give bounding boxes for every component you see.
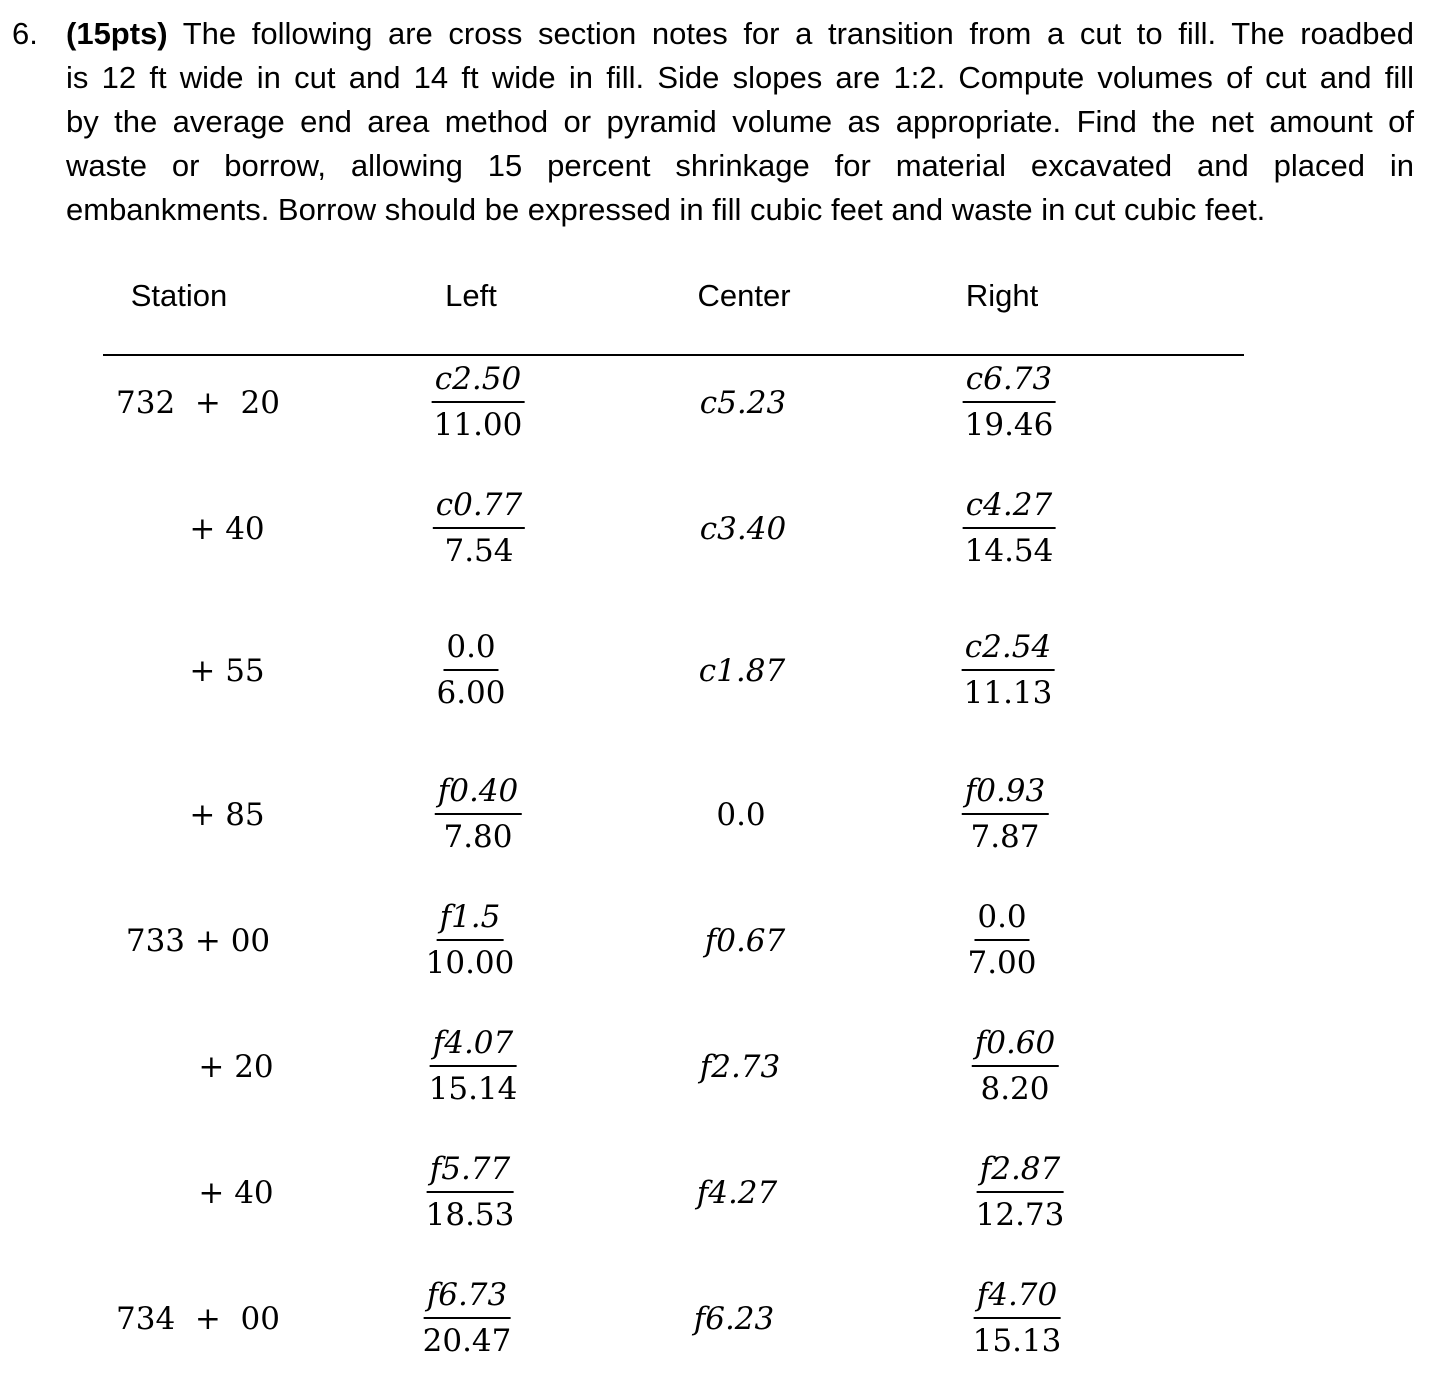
problem-points: (15pts): [66, 16, 168, 51]
right-cut-fill: f0.60: [972, 1025, 1059, 1067]
left-cut-fill: f5.77: [427, 1151, 514, 1193]
right-cut-fill: f4.70: [974, 1277, 1061, 1319]
left-distance: 15.14: [428, 1071, 518, 1107]
right-fraction: [973, 1151, 1068, 1233]
station-cell: + 40: [189, 511, 265, 547]
left-cut-fill: f6.73: [424, 1277, 511, 1319]
right-fraction: [962, 361, 1057, 443]
header-right: Right: [965, 278, 1039, 313]
right-distance: 15.13: [972, 1323, 1062, 1359]
station-cell: + 20: [198, 1049, 274, 1085]
left-fraction: [426, 1025, 521, 1107]
right-cut-fill: 0.0: [974, 899, 1029, 941]
left-distance: 11.00: [433, 407, 523, 443]
left-fraction: [431, 361, 526, 443]
center-value: f6.23: [693, 1301, 775, 1337]
right-distance: 7.00: [967, 945, 1037, 981]
station-cell: 733 + 00: [125, 923, 271, 959]
left-cut-fill: c0.77: [433, 487, 525, 529]
left-distance: 20.47: [422, 1323, 512, 1359]
problem-line-1-text: The following are cross section notes for a transition from a cut to fill. The roadbed: [167, 16, 1414, 51]
right-distance: 8.20: [980, 1071, 1050, 1107]
right-cut-fill: f2.87: [977, 1151, 1064, 1193]
left-fraction: [435, 773, 522, 855]
header-station: Station: [130, 278, 228, 313]
problem-number: 6.: [12, 16, 38, 51]
left-fraction: [433, 487, 525, 569]
center-value: c3.40: [699, 511, 787, 547]
left-cut-fill: 0.0: [443, 629, 498, 671]
right-cut-fill: f0.93: [962, 773, 1049, 815]
problem-line-5: embankments. Borrow should be expressed in fill cubic feet and waste in cut cubic feet.: [66, 192, 1266, 227]
right-fraction: [972, 1025, 1059, 1107]
left-fraction: [423, 1151, 518, 1233]
right-fraction: [962, 487, 1057, 569]
left-fraction: [433, 629, 508, 711]
problem-line-4: waste or borrow, allowing 15 percent shrinkage for material excavated and placed in: [66, 148, 1414, 183]
left-distance: 6.00: [436, 675, 506, 711]
right-distance: 7.87: [970, 819, 1040, 855]
center-value: c5.23: [699, 385, 787, 421]
right-distance: 14.54: [964, 533, 1054, 569]
left-distance: 18.53: [425, 1197, 515, 1233]
center-value: 0.0: [716, 797, 766, 833]
problem-line-2: is 12 ft wide in cut and 14 ft wide in fill. Side slopes are 1:2. Compute volumes of cut and fill: [66, 60, 1414, 95]
center-value: c1.87: [698, 653, 786, 689]
right-fraction: [962, 773, 1049, 855]
center-value: f2.73: [699, 1049, 781, 1085]
station-cell: 732 + 20: [115, 385, 281, 421]
station-cell: + 55: [189, 653, 265, 689]
right-fraction: [961, 629, 1056, 711]
header-rule: [103, 354, 1244, 356]
station-cell: + 85: [189, 797, 265, 833]
left-cut-fill: f4.07: [430, 1025, 517, 1067]
right-distance: 19.46: [964, 407, 1054, 443]
center-value: f4.27: [696, 1175, 778, 1211]
right-distance: 11.13: [963, 675, 1053, 711]
left-cut-fill: c2.50: [432, 361, 524, 403]
right-cut-fill: c4.27: [963, 487, 1055, 529]
right-distance: 12.73: [975, 1197, 1065, 1233]
station-cell: + 40: [198, 1175, 274, 1211]
right-cut-fill: c2.54: [962, 629, 1054, 671]
center-value: f0.67: [704, 923, 786, 959]
left-distance: 7.54: [444, 533, 514, 569]
right-cut-fill: c6.73: [963, 361, 1055, 403]
left-fraction: [423, 899, 518, 981]
left-fraction: [420, 1277, 515, 1359]
right-fraction: [970, 1277, 1065, 1359]
left-distance: 10.00: [425, 945, 515, 981]
left-cut-fill: f0.40: [435, 773, 522, 815]
left-cut-fill: f1.5: [437, 899, 504, 941]
right-fraction: [964, 899, 1039, 981]
header-left: Left: [445, 278, 497, 313]
problem-line-3: by the average end area method or pyramid volume as appropriate. Find the net amount of: [66, 104, 1414, 139]
header-center: Center: [697, 278, 791, 313]
problem-line-1: [66, 12, 1414, 56]
left-distance: 7.80: [443, 819, 513, 855]
station-cell: 734 + 00: [115, 1301, 281, 1337]
